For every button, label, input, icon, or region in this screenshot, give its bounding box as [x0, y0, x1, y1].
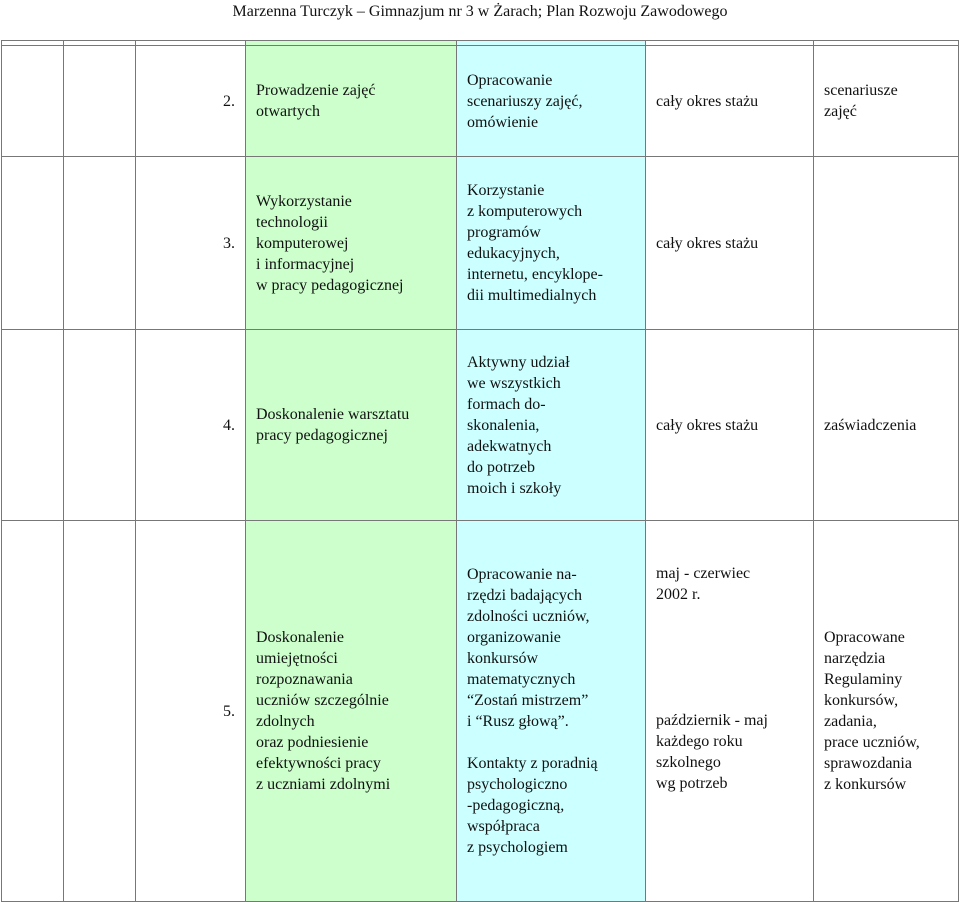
- empty-cell: [2, 521, 64, 902]
- forms-text: Opracowanie na- rzędzi badających zdolności uczniów, organizowanie konkursów matematycznych “Zostań mistrzem” i “Rusz głową”.: [467, 566, 590, 730]
- term-text: cały okres stażu: [656, 416, 759, 434]
- forms-text: Opracowanie scenariuszy zajęć, omówienie: [467, 71, 583, 131]
- empty-cell: [2, 330, 64, 521]
- task-text: Prowadzenie zajęć otwartych: [256, 82, 376, 120]
- empty-cell: [64, 521, 136, 902]
- row-number: 4.: [136, 330, 246, 521]
- task-cell: [246, 330, 457, 521]
- evidence-text: scenariusze zajęć: [824, 82, 898, 120]
- task-text: Doskonalenie warsztatu pracy pedagogicznej: [256, 406, 410, 444]
- forms-extra-text: Kontakty z poradnią psychologiczno -pedagogiczną, współpraca z psychologiem: [467, 755, 598, 856]
- row-number: 2.: [136, 46, 246, 157]
- forms-cell: [457, 157, 646, 330]
- evidence-cell: [814, 521, 959, 902]
- table-row: [2, 521, 959, 902]
- forms-cell: [457, 330, 646, 521]
- term-cell: [646, 521, 814, 902]
- term-cell: [646, 46, 814, 157]
- evidence-text: Opracowane narzędzia Regulaminy konkursów, zadania, prace uczniów, sprawozdania z konkursów: [824, 629, 920, 793]
- term-cell: [646, 157, 814, 330]
- paragraph-gap: [656, 605, 803, 710]
- page-header: Marzenna Turczyk – Gimnazjum nr 3 w Żarach; Plan Rozwoju Zawodowego: [232, 3, 728, 20]
- empty-cell: [64, 330, 136, 521]
- term-text: cały okres stażu: [656, 92, 759, 110]
- evidence-cell: [814, 330, 959, 521]
- task-text: Wykorzystanie technologii komputerowej i informacyjnej w pracy pedagogicznej: [256, 192, 404, 294]
- evidence-cell: [814, 157, 959, 330]
- term-text: cały okres stażu: [656, 234, 759, 252]
- table-row: [2, 330, 959, 521]
- evidence-text: zaświadczenia: [824, 416, 917, 434]
- evidence-cell: [814, 46, 959, 157]
- paragraph-gap: [467, 732, 635, 753]
- term-extra-text: październik - maj każdego roku szkolnego wg potrzeb: [656, 712, 768, 792]
- term-text: maj - czerwiec 2002 r.: [656, 565, 751, 603]
- empty-cell: [64, 157, 136, 330]
- forms-cell: [457, 521, 646, 902]
- table-row: [2, 46, 959, 157]
- empty-cell: [2, 157, 64, 330]
- term-cell: [646, 330, 814, 521]
- task-cell: [246, 46, 457, 157]
- forms-text: Aktywny udział we wszystkich formach do- skonalenia, adekwatnych do potrzeb moich i szkoły: [467, 353, 570, 497]
- forms-text: Korzystanie z komputerowych programów edukacyjnych, internetu, encyklope- dii multimedialnych: [467, 182, 603, 304]
- row-number: 3.: [136, 157, 246, 330]
- empty-cell: [64, 46, 136, 157]
- empty-cell: [2, 46, 64, 157]
- row-number: 5.: [136, 521, 246, 902]
- task-cell: [246, 521, 457, 902]
- forms-cell: [457, 46, 646, 157]
- table-row: [2, 157, 959, 330]
- development-plan-table: [1, 40, 959, 902]
- task-text: Doskonalenie umiejętności rozpoznawania uczniów szczególnie zdolnych oraz podniesienie efektywności pracy z uczniami zdolnymi: [256, 629, 391, 793]
- task-cell: [246, 157, 457, 330]
